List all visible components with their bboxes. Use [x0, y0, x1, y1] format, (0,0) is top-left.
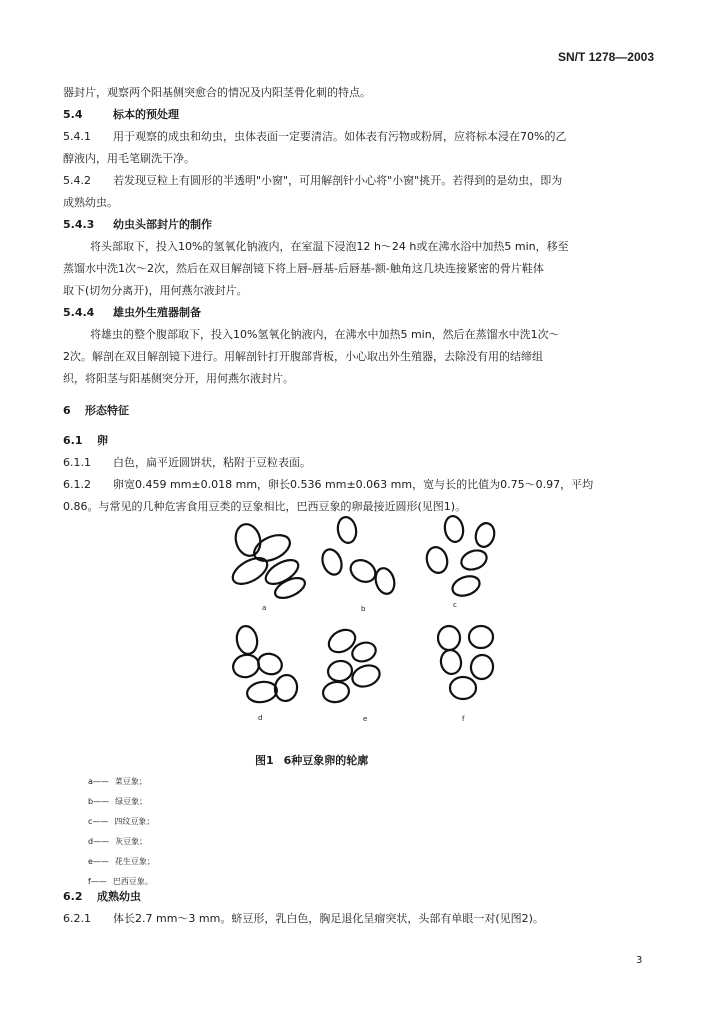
paragraph-line: 织，将阳茎与阳基侧突分开，用何燕尔液封片。 — [63, 372, 294, 385]
section-number: 6.1.2 — [63, 478, 91, 491]
paragraph-6-2-1 — [63, 912, 544, 926]
section-title: 成熟幼虫 — [97, 890, 141, 903]
paragraph-line: 取下(切勿分离开)，用何燕尔液封片。 — [63, 284, 248, 297]
paragraph-text: 白色，扁平近圆饼状，粘附于豆粒表面。 — [113, 456, 311, 469]
legend-item: e—— 花生豆象； — [88, 857, 155, 866]
section-number: 6.1 — [63, 434, 83, 447]
section-number: 5.4.2 — [63, 174, 91, 187]
panel-label-b: b — [361, 605, 366, 613]
paragraph-line: 醇液内，用毛笔刷洗干净。 — [63, 152, 195, 165]
section-number: 6 — [63, 404, 71, 417]
figure-title: 6种豆象卵的轮廓 — [283, 754, 369, 767]
panel-label-e: e — [363, 715, 368, 723]
paragraph-line: 0.86。与常见的几种危害食用豆类的豆象相比，巴西豆象的卵最接近圆形(见图1)。 — [63, 500, 467, 513]
section-number: 5.4.4 — [63, 306, 95, 319]
section-title: 形态特征 — [85, 404, 129, 417]
paragraph-line: 成熟幼虫。 — [63, 196, 118, 209]
egg-panel-e — [321, 625, 382, 704]
legend-item: a—— 菜豆象； — [88, 777, 147, 786]
section-number: 5.4.1 — [63, 130, 91, 143]
section-number: 6.1.1 — [63, 456, 91, 469]
section-title: 标本的预处理 — [113, 108, 179, 121]
section-title: 幼虫头部封片的制作 — [113, 218, 212, 231]
egg-panel-c — [424, 515, 497, 600]
panel-label-a: a — [262, 604, 267, 612]
legend-item: c—— 四纹豆象； — [88, 817, 155, 826]
figure-caption — [255, 752, 368, 768]
legend-item: f—— 巴西豆象。 — [88, 877, 153, 886]
section-number: 6.2.1 — [63, 912, 91, 925]
egg-panel-b — [319, 516, 397, 596]
section-title: 卵 — [97, 434, 108, 447]
paragraph-text: 体长2.7 mm～3 mm。蛴豆形，乳白色，胸足退化呈瘤突状，头部有单眼一对(见图2)。 — [113, 912, 544, 925]
paragraph-text: 用于观察的成虫和幼虫，虫体表面一定要清洁。如体表有污物或粉屑，应将标本浸在70%的乙 — [113, 130, 567, 143]
section-title: 雄虫外生殖器制备 — [113, 306, 201, 319]
section-heading-6-2 — [63, 890, 141, 904]
section-number: 5.4 — [63, 108, 83, 121]
legend-item: b—— 绿豆象； — [88, 797, 148, 806]
panel-label-d: d — [258, 714, 263, 722]
figure-number: 图1 — [255, 754, 274, 767]
paragraph-line: 2次。解剖在双目解剖镜下进行。用解剖针打开腹部背板，小心取出外生殖器，去除没有用的结缔组 — [63, 350, 543, 363]
page-number: 3 — [636, 955, 643, 966]
section-number: 6.2 — [63, 890, 83, 903]
paragraph-line: 将头部取下，投入10%的氢氧化钠液内，在室温下浸泡12 h～24 h或在沸水浴中加热5 min，移至 — [90, 240, 569, 253]
paragraph-line: 器封片，观察两个阳基侧突愈合的情况及内阳茎骨化刺的特点。 — [63, 86, 371, 99]
document-id: SN/T 1278—2003 — [557, 50, 654, 64]
panel-label-f: f — [462, 715, 465, 723]
section-number: 5.4.3 — [63, 218, 95, 231]
paragraph-text: 卵宽0.459 mm±0.018 mm，卵长0.536 mm±0.063 mm，宽与长的比值为0.75～0.97，平均 — [113, 478, 594, 491]
paragraph-line: 蒸馏水中洗1次～2次，然后在双目解剖镜下将上唇-唇基-后唇基-额-触角这几块连接紧密的骨片鞋体 — [63, 262, 544, 275]
egg-panel-d — [231, 624, 299, 704]
legend-item: d—— 灰豆象； — [88, 837, 148, 846]
paragraph-line: 将雄虫的整个腹部取下，投入10%氢氧化钠液内，在沸水中加热5 min，然后在蒸馏水中洗1次～ — [90, 328, 560, 341]
egg-panel-f — [438, 626, 495, 699]
paragraph-text: 若发现豆粒上有圆形的半透明"小窗"，可用解剖针小心将"小窗"挑开。若得到的是幼虫，即为 — [113, 174, 563, 187]
panel-label-c: c — [453, 601, 457, 609]
egg-panel-a — [229, 521, 308, 602]
